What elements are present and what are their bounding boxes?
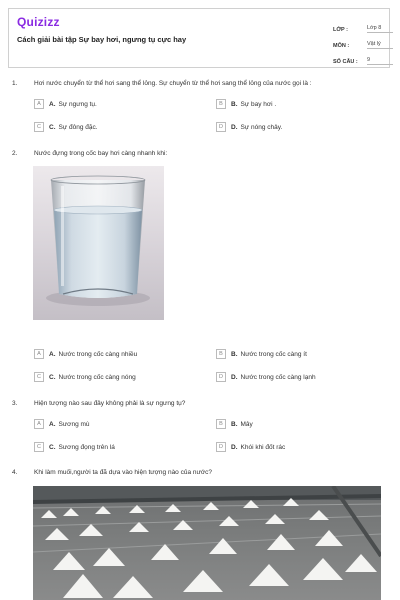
meta-row-count <box>333 49 393 65</box>
meta-value: Lớp 8 <box>367 25 393 33</box>
option-letter: A. <box>49 420 56 428</box>
option-1b[interactable] <box>216 98 276 110</box>
option-box: B <box>216 349 226 359</box>
quizizz-logo: Quizizz <box>17 15 60 29</box>
option-1c[interactable] <box>34 121 98 133</box>
option-label: Nước trong cốc càng lạnh <box>240 373 316 381</box>
option-3c[interactable] <box>34 441 115 453</box>
option-label: Sương đọng trên lá <box>58 443 115 451</box>
question-text: Hiện tượng nào sau đây không phải là sự ngưng tụ? <box>34 400 186 407</box>
option-2a[interactable] <box>34 348 137 360</box>
option-letter: D. <box>231 443 238 451</box>
option-box: D <box>216 122 226 132</box>
option-2b[interactable] <box>216 348 307 360</box>
meta-row-class <box>333 17 393 33</box>
option-letter: A. <box>49 350 56 358</box>
option-box: B <box>216 99 226 109</box>
option-box: C <box>34 442 44 452</box>
worksheet-header <box>8 8 390 68</box>
question-text: Hơi nước chuyển từ thể hơi sang thể lỏng. Sự chuyển từ thể hơi sang thể lỏng của nước gọi là : <box>34 80 312 87</box>
option-label: Sự đông đặc. <box>58 123 98 131</box>
option-2c[interactable] <box>34 371 136 383</box>
option-label: Nước trong cốc càng nóng <box>58 373 136 381</box>
question-number: 3. <box>12 400 18 407</box>
glass-illustration <box>33 166 164 320</box>
option-label: Sự ngưng tụ. <box>58 100 97 108</box>
option-1a[interactable] <box>34 98 97 110</box>
option-label: Sương mù <box>58 420 90 428</box>
option-3b[interactable] <box>216 418 253 430</box>
meta-key: SỐ CÂU : <box>333 59 358 65</box>
page-title: Cách giải bài tập Sự bay hơi, ngưng tụ cực hay <box>17 35 187 44</box>
option-letter: C. <box>49 123 56 131</box>
option-label: Nước trong cốc càng ít <box>240 350 307 358</box>
option-label: Khói khi đốt rác <box>240 443 286 451</box>
option-label: Sự bay hơi . <box>240 100 277 108</box>
option-label: Mây <box>240 420 253 428</box>
question-text: Nước đựng trong cốc bay hơi càng nhanh khi: <box>34 150 168 157</box>
option-box: B <box>216 419 226 429</box>
meta-row-subject <box>333 33 393 49</box>
option-1d[interactable] <box>216 121 282 133</box>
option-letter: B. <box>231 100 238 108</box>
option-3a[interactable] <box>34 418 90 430</box>
option-label: Nước trong cốc càng nhiều <box>58 350 138 358</box>
worksheet-meta <box>333 17 393 65</box>
meta-value: Vật lý <box>367 41 393 49</box>
question-number: 1. <box>12 80 18 87</box>
option-letter: B. <box>231 420 238 428</box>
option-letter: A. <box>49 100 56 108</box>
meta-key: LỚP : <box>333 27 348 33</box>
option-box: C <box>34 122 44 132</box>
question-number: 2. <box>12 150 18 157</box>
question-number: 4. <box>12 469 18 476</box>
salt-field-image <box>33 486 381 600</box>
option-2d[interactable] <box>216 371 316 383</box>
option-box: A <box>34 99 44 109</box>
option-label: Sự nóng chảy. <box>240 123 283 131</box>
salt-field-illustration <box>33 486 381 600</box>
meta-value: 9 <box>367 57 393 65</box>
option-box: D <box>216 442 226 452</box>
option-letter: D. <box>231 373 238 381</box>
option-box: A <box>34 349 44 359</box>
question-text: Khi làm muối,người ta đã dựa vào hiện tượng nào của nước? <box>34 469 212 476</box>
option-box: A <box>34 419 44 429</box>
option-letter: C. <box>49 443 56 451</box>
option-letter: B. <box>231 350 238 358</box>
option-3d[interactable] <box>216 441 285 453</box>
option-letter: D. <box>231 123 238 131</box>
meta-key: MÔN : <box>333 43 350 49</box>
option-box: D <box>216 372 226 382</box>
option-letter: C. <box>49 373 56 381</box>
option-box: C <box>34 372 44 382</box>
glass-of-water-image <box>33 166 164 320</box>
